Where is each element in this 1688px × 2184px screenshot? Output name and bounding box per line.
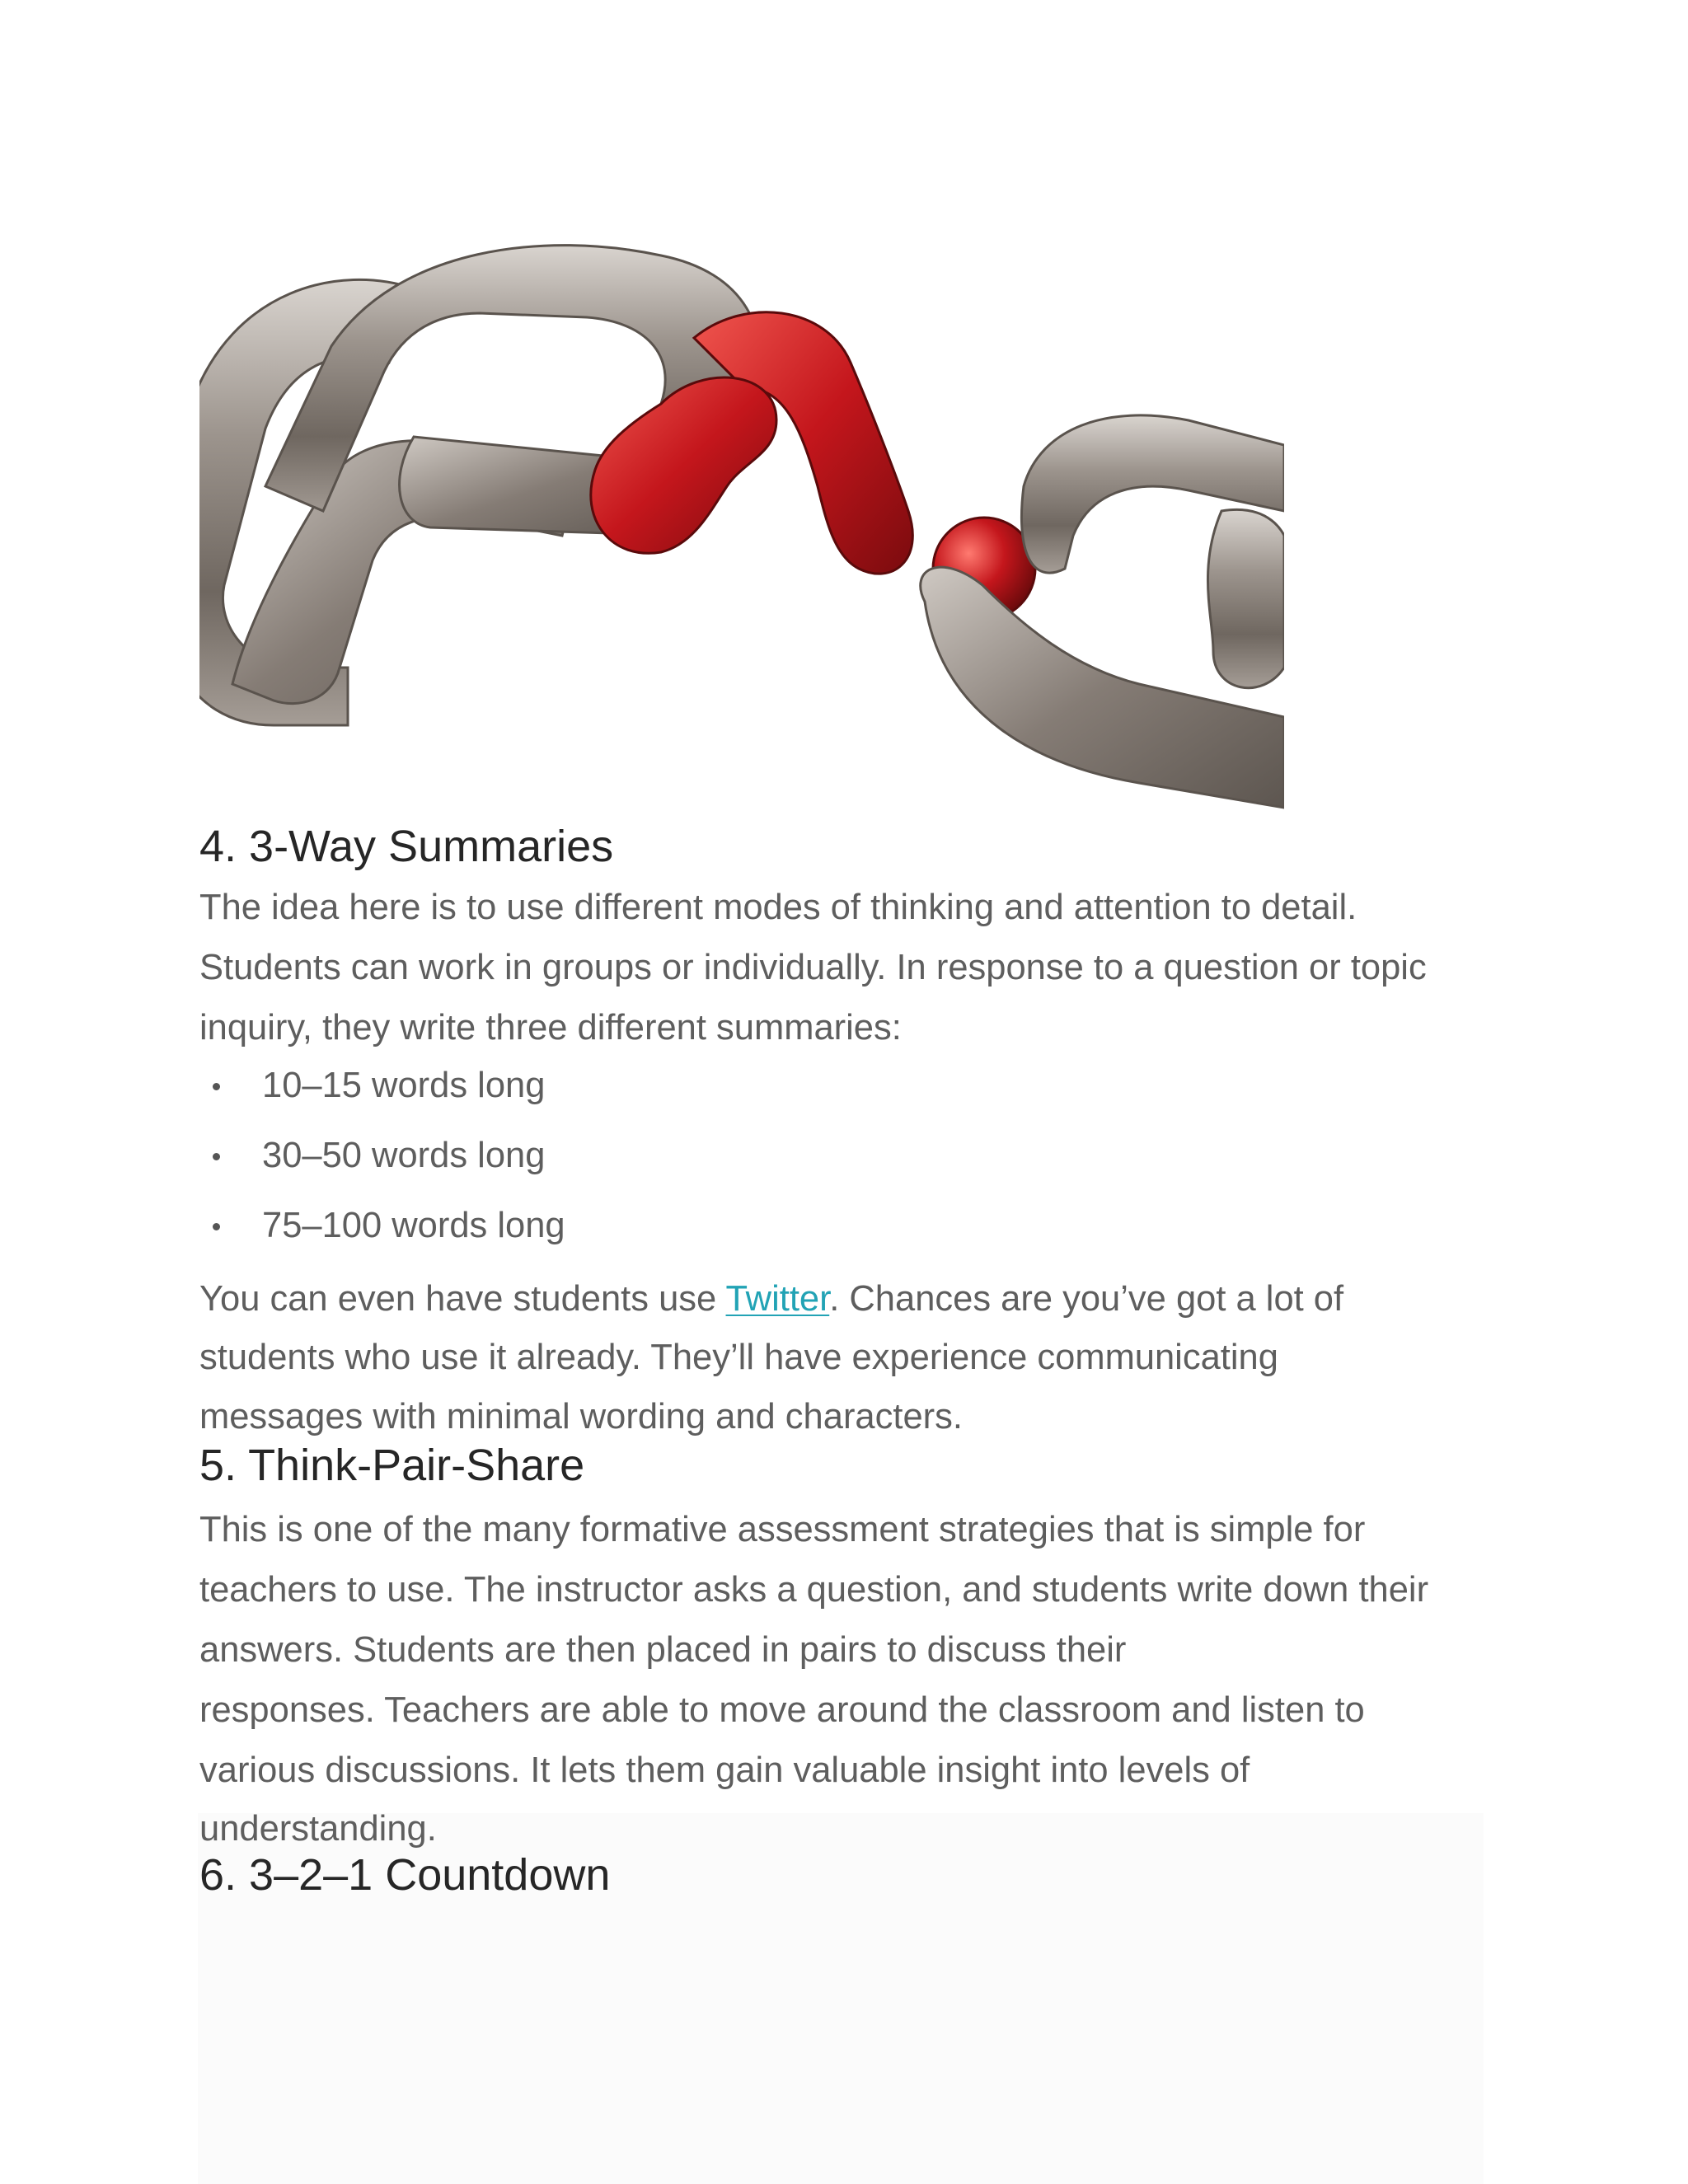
paragraph-line: answers. Students are then placed in pairs to discuss their [199, 1630, 1127, 1670]
list-item-text: 10–15 words long [262, 1066, 546, 1105]
section-heading-3-2-1-countdown: 6. 3–2–1 Countdown [199, 1850, 611, 1900]
broken-link-left-half [591, 377, 776, 553]
twitter-link[interactable]: Twitter [725, 1279, 830, 1319]
text-run: You can even have students use [199, 1279, 726, 1319]
bullet-icon [213, 1153, 220, 1160]
paragraph-line: The idea here is to use different modes of thinking and attention to detail. [199, 888, 1357, 927]
broken-chain-illustration [199, 239, 1284, 814]
paragraph-line: messages with minimal wording and characters. [199, 1397, 963, 1436]
bullet-icon [213, 1083, 220, 1090]
paragraph-line: inquiry, they write three different summaries: [199, 1008, 902, 1047]
paragraph-line: teachers to use. The instructor asks a question, and students write down their [199, 1570, 1429, 1610]
bullet-icon [213, 1223, 220, 1230]
list-item-text: 30–50 words long [262, 1136, 546, 1175]
chain-link-right-end [1207, 509, 1284, 687]
paragraph-line: Students can work in groups or individually. In response to a question or topic [199, 948, 1427, 987]
section-heading-3-way-summaries: 4. 3-Way Summaries [199, 822, 614, 871]
text-run: . Chances are you’ve got a lot of [829, 1279, 1344, 1319]
paragraph-line: various discussions. It lets them gain valuable insight into levels of [199, 1750, 1250, 1790]
section-heading-think-pair-share: 5. Think-Pair-Share [199, 1441, 585, 1490]
paragraph-line: understanding. [199, 1809, 437, 1849]
paragraph-line [199, 1269, 1518, 1329]
list-item-text: 75–100 words long [262, 1206, 565, 1245]
paragraph-line: students who use it already. They’ll have experience communicating [199, 1338, 1278, 1377]
broken-chain-image [199, 239, 1284, 814]
paragraph-line: responses. Teachers are able to move around the classroom and listen to [199, 1690, 1365, 1730]
paragraph-line: This is one of the many formative assessment strategies that is simple for [199, 1510, 1366, 1549]
